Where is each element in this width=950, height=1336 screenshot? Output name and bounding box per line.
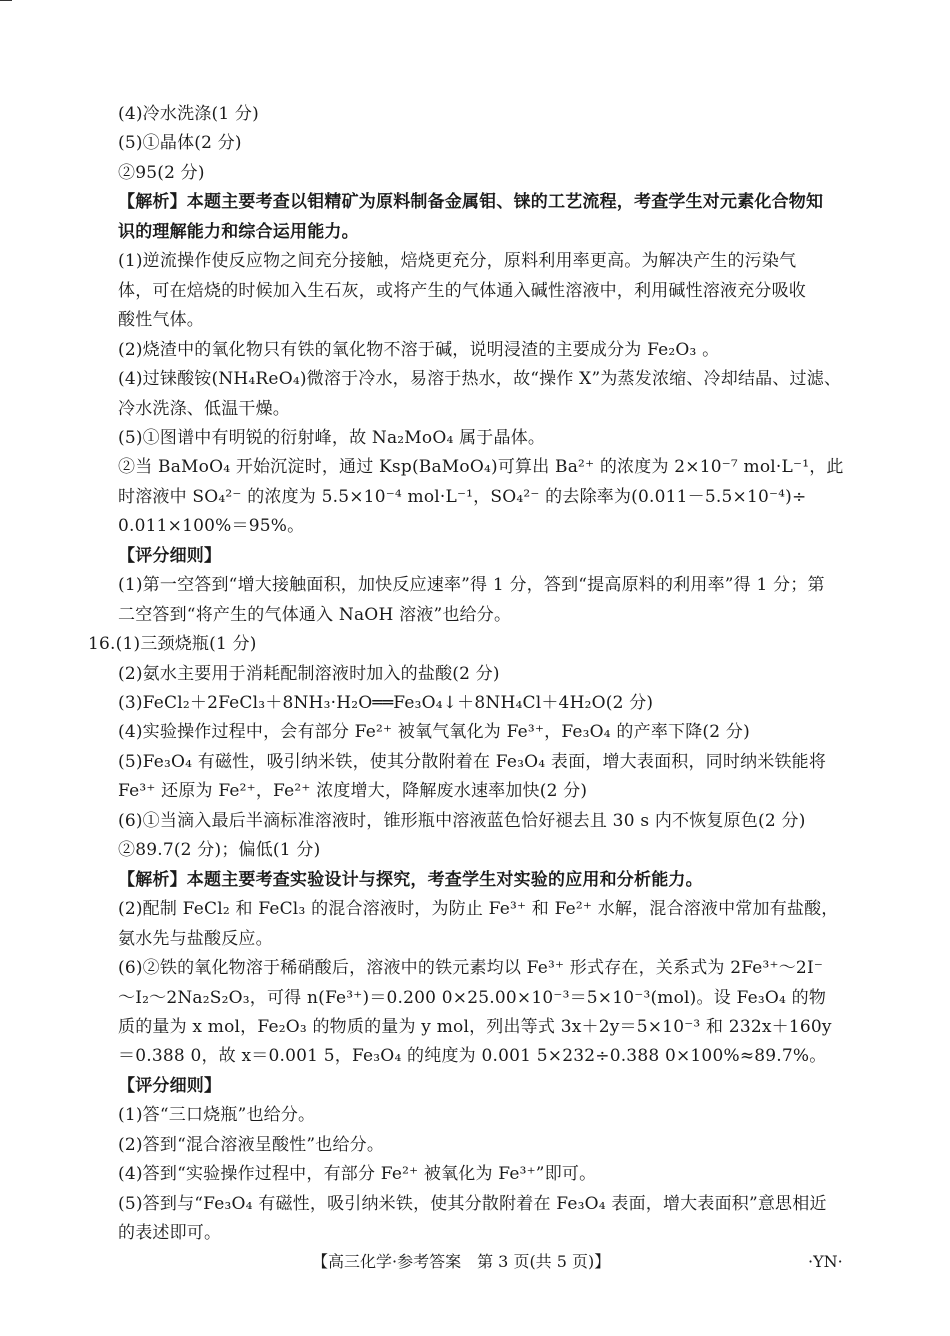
- text-line: (4)答到“实验操作过程中，有部分 Fe²⁺ 被氧化为 Fe³⁺”即可。: [118, 1164, 597, 1185]
- text-line: (1)逆流操作使反应物之间充分接触，焙烧更充分，原料利用率更高。为解决产生的污染气: [118, 251, 797, 272]
- text-line: ②89.7(2 分)；偏低(1 分): [118, 840, 321, 861]
- section-heading: 【评分细则】: [118, 545, 222, 566]
- text-line: (2)答到“混合溶液呈酸性”也给分。: [118, 1134, 385, 1155]
- footer-title: 【高三化学·参考答案 第 3 页(共 5 页)】: [312, 1252, 611, 1271]
- text-line: Fe³⁺ 还原为 Fe²⁺，Fe²⁺ 浓度增大，降解废水速率加快(2 分): [118, 781, 588, 802]
- text-line: 冷水洗涤、低温干燥。: [118, 398, 290, 419]
- text-line: (2)烧渣中的氧化物只有铁的氧化物不溶于碱，说明浸渣的主要成分为 Fe₂O₃ 。: [118, 339, 720, 360]
- text-line: 0.011×100%＝95%。: [118, 516, 305, 537]
- text-line: 质的量为 x mol，Fe₂O₃ 的物质的量为 y mol，列出等式 3x＋2y＝5×10⁻³ 和 232x＋160y: [118, 1016, 832, 1037]
- section-heading: 【解析】本题主要考查以钼精矿为原料制备金属钼、铼的工艺流程，考查学生对元素化合物知: [118, 192, 824, 213]
- text-line: ②95(2 分): [118, 162, 205, 183]
- text-line: 时溶液中 SO₄²⁻ 的浓度为 5.5×10⁻⁴ mol·L⁻¹，SO₄²⁻ 的去除率为(0.011－5.5×10⁻⁴)÷: [118, 486, 807, 507]
- text-line: (5)①晶体(2 分): [118, 133, 242, 154]
- section-heading: 识的理解能力和综合运用能力。: [118, 221, 359, 242]
- footer-code: ·YN·: [808, 1252, 843, 1271]
- text-line: (5)答到与“Fe₃O₄ 有磁性，吸引纳米铁，使其分散附着在 Fe₃O₄ 表面，增大表面积”意思相近: [118, 1193, 827, 1214]
- text-line: ＝0.388 0，故 x＝0.001 5，Fe₃O₄ 的纯度为 0.001 5×232÷0.388 0×100%≈89.7%。: [118, 1046, 827, 1067]
- text-line: (3)FeCl₂＋2FeCl₃＋8NH₃·H₂O══Fe₃O₄↓＋8NH₄Cl＋4H₂O(2 分): [118, 693, 654, 713]
- text-line: (4)过铼酸铵(NH₄ReO₄)微溶于冷水，易溶于热水，故“操作 X”为蒸发浓缩、冷却结晶、过滤、: [118, 369, 842, 390]
- text-line: 酸性气体。: [118, 310, 204, 331]
- section-heading: 【解析】本题主要考查实验设计与探究，考查学生对实验的应用和分析能力。: [118, 869, 703, 890]
- section-heading: 【评分细则】: [118, 1075, 222, 1096]
- text-line: 氨水先与盐酸反应。: [118, 928, 273, 949]
- text-line: (6)①当滴入最后半滴标准溶液时，锥形瓶中溶液蓝色恰好褪去且 30 s 内不恢复原色(2 分): [118, 810, 806, 831]
- text-line: (2)氨水主要用于消耗配制溶液时加入的盐酸(2 分): [118, 663, 500, 684]
- text-line: 的表述即可。: [118, 1223, 222, 1244]
- text-line: (4)实验操作过程中，会有部分 Fe²⁺ 被氧气氧化为 Fe³⁺，Fe₃O₄ 的产率下降(2 分): [118, 722, 750, 743]
- text-line: (5)①图谱中有明锐的衍射峰，故 Na₂MoO₄ 属于晶体。: [118, 427, 546, 448]
- text-line: (4)冷水洗涤(1 分): [118, 104, 259, 124]
- text-line: ～I₂～2Na₂S₂O₃，可得 n(Fe³⁺)＝0.200 0×25.00×10⁻³＝5×10⁻³(mol)。设 Fe₃O₄ 的物: [118, 987, 827, 1008]
- text-line: (2)配制 FeCl₂ 和 FeCl₃ 的混合溶液时，为防止 Fe³⁺ 和 Fe²⁺ 水解，混合溶液中常加有盐酸，: [118, 899, 839, 920]
- text-line: (6)②铁的氧化物溶于稀硝酸后，溶液中的铁元素均以 Fe³⁺ 形式存在，关系式为 2Fe³⁺～2I⁻: [118, 958, 824, 979]
- text-line: (1)第一空答到“增大接触面积，加快反应速率”得 1 分，答到“提高原料的利用率”得 1 分；第: [118, 575, 825, 596]
- text-line: ②当 BaMoO₄ 开始沉淀时，通过 Ksp(BaMoO₄)可算出 Ba²⁺ 的浓度为 2×10⁻⁷ mol·L⁻¹，此: [118, 457, 844, 478]
- text-line: 16.(1)三颈烧瓶(1 分): [88, 634, 257, 655]
- text-line: 体，可在焙烧的时候加入生石灰，或将产生的气体通入碱性溶液中，利用碱性溶液充分吸收: [118, 280, 806, 301]
- text-line: (5)Fe₃O₄ 有磁性，吸引纳米铁，使其分散附着在 Fe₃O₄ 表面，增大表面积，同时纳米铁能将: [118, 751, 827, 772]
- footer-dash: [0, 0, 12, 1]
- text-line: 二空答到“将产生的气体通入 NaOH 溶液”也给分。: [118, 604, 512, 625]
- text-line: (1)答“三口烧瓶”也给分。: [118, 1105, 316, 1126]
